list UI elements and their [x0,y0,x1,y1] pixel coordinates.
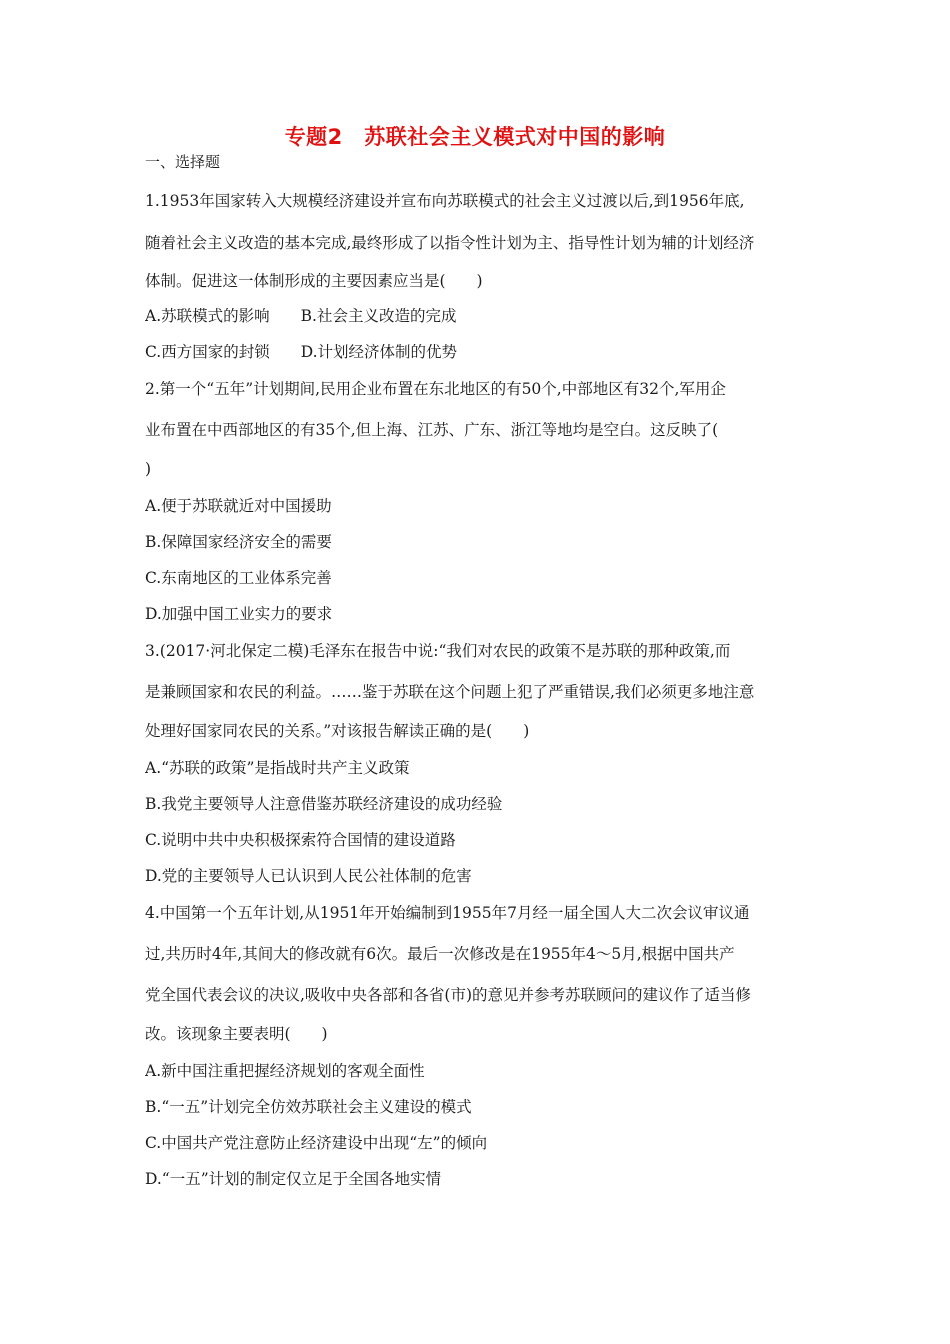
question-3-stem-line-3: 处理好国家同农民的关系。”对该报告解读正确的是( ) [145,722,530,740]
question-4-stem-line-4: 改。该现象主要表明( ) [145,1025,328,1043]
question-4-option-c: C.中国共产党注意防止经济建设中出现“左”的倾向 [145,1134,488,1152]
question-4-option-b: B.“一五”计划完全仿效苏联社会主义建设的模式 [145,1098,472,1116]
question-3-stem-line-2: 是兼顾国家和农民的利益。……鉴于苏联在这个问题上犯了严重错误,我们必须更多地注意 [145,683,755,701]
question-2-option-d: D.加强中国工业实力的要求 [145,605,333,623]
question-3-option-a: A.“苏联的政策”是指战时共产主义政策 [145,759,410,777]
question-4-stem-line-1: 4.中国第一个五年计划,从1951年开始编制到1955年7月经一届全国人大二次会议审议通 [145,904,750,922]
question-1-stem-line-1: 1.1953年国家转入大规模经济建设并宣布向苏联模式的社会主义过渡以后,到1956年底, [145,192,745,210]
question-1-options-row-2: C.西方国家的封锁 D.计划经济体制的优势 [145,343,458,361]
question-1-stem-line-3: 体制。促进这一体制形成的主要因素应当是( ) [145,272,483,290]
question-1-stem-line-2: 随着社会主义改造的基本完成,最终形成了以指令性计划为主、指导性计划为辅的计划经济 [145,234,755,252]
question-3-stem-line-1: 3.(2017·河北保定二模)毛泽东在报告中说:“我们对农民的政策不是苏联的那种政策,而 [145,642,731,660]
question-4-option-d: D.“一五”计划的制定仅立足于全国各地实情 [145,1170,442,1188]
section-heading: 一、选择题 [145,153,221,171]
question-3-option-b: B.我党主要领导人注意借鉴苏联经济建设的成功经验 [145,795,503,813]
question-2-stem-line-1: 2.第一个“五年”计划期间,民用企业布置在东北地区的有50个,中部地区有32个,军用企 [145,380,726,398]
question-1-options-row-1: A.苏联模式的影响 B.社会主义改造的完成 [145,307,457,325]
document-title: 专题2 苏联社会主义模式对中国的影响 [284,125,666,149]
question-4-stem-line-3: 党全国代表会议的决议,吸收中央各部和各省(市)的意见并参考苏联顾问的建议作了适当修 [145,986,752,1004]
question-4-option-a: A.新中国注重把握经济规划的客观全面性 [145,1062,425,1080]
question-2-option-c: C.东南地区的工业体系完善 [145,569,332,587]
question-2-option-b: B.保障国家经济安全的需要 [145,533,332,551]
question-2-option-a: A.便于苏联就近对中国援助 [145,497,332,515]
question-3-option-d: D.党的主要领导人已认识到人民公社体制的危害 [145,867,472,885]
question-2-stem-line-2: 业布置在中西部地区的有35个,但上海、江苏、广东、浙江等地均是空白。这反映了( [145,421,719,439]
question-4-stem-line-2: 过,共历时4年,其间大的修改就有6次。最后一次修改是在1955年4～5月,根据中国共产 [145,945,735,963]
question-2-stem-line-3: ) [145,460,152,478]
question-3-option-c: C.说明中共中央积极探索符合国情的建设道路 [145,831,456,849]
